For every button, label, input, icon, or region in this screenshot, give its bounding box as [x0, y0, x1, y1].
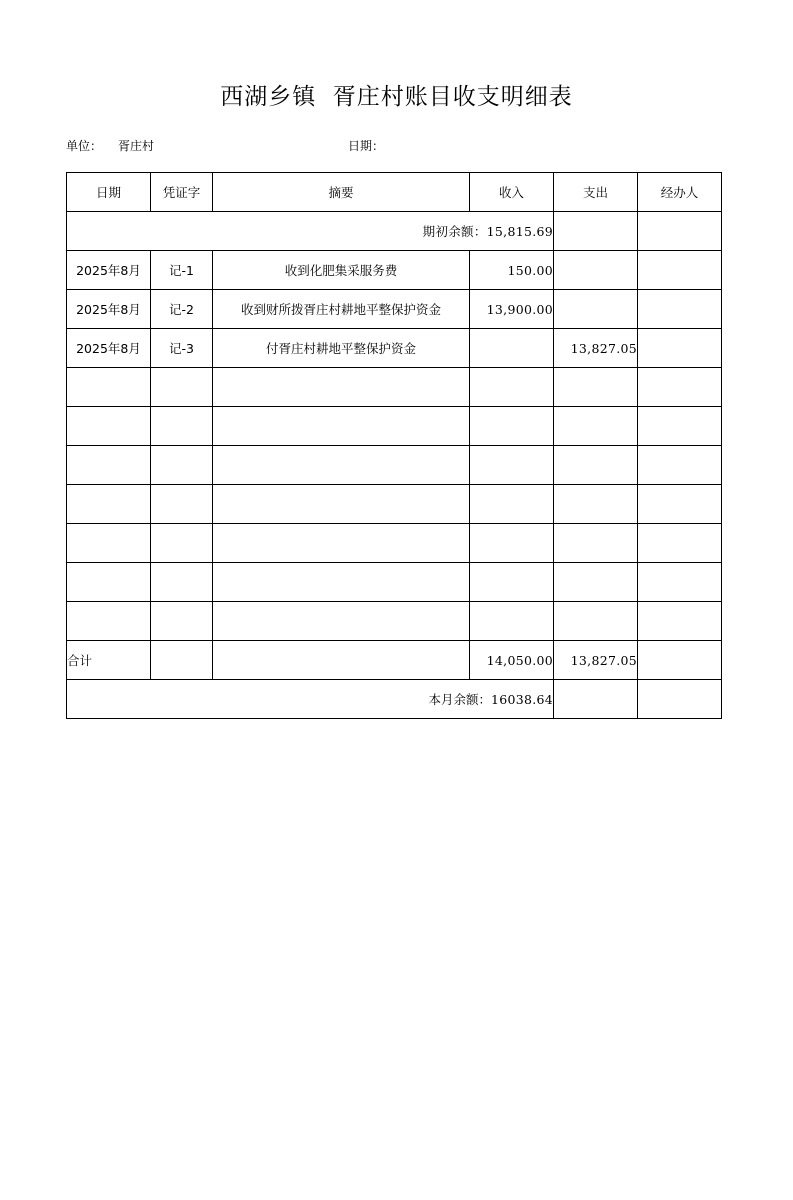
cell-expense — [554, 407, 638, 446]
cell-income: 13,900.00 — [470, 290, 554, 329]
table-row — [67, 485, 722, 524]
cell-date: 2025年8月 — [67, 290, 151, 329]
table-body — [67, 212, 722, 719]
cell-summary: 付胥庄村耕地平整保护资金 — [213, 329, 470, 368]
cell-date — [67, 485, 151, 524]
opening-balance-text — [67, 212, 554, 251]
closing-expense-cell — [554, 680, 638, 719]
closing-balance-label: 本月余额： — [428, 692, 491, 707]
table-row — [67, 290, 722, 329]
cell-expense — [554, 563, 638, 602]
cell-handler — [638, 407, 722, 446]
cell-date — [67, 368, 151, 407]
cell-summary — [213, 446, 470, 485]
cell-voucher — [151, 563, 213, 602]
cell-summary — [213, 407, 470, 446]
cell-income: 150.00 — [470, 251, 554, 290]
cell-income — [470, 563, 554, 602]
table-row — [67, 329, 722, 368]
table-header — [67, 173, 722, 212]
cell-handler — [638, 368, 722, 407]
cell-voucher — [151, 602, 213, 641]
opening-balance-value: 15,815.69 — [486, 224, 553, 239]
cell-voucher — [151, 446, 213, 485]
cell-expense — [554, 602, 638, 641]
opening-expense-cell — [554, 212, 638, 251]
cell-expense — [554, 446, 638, 485]
document-page — [0, 78, 793, 1200]
date-label: 日期： — [348, 139, 385, 153]
closing-balance-value: 16038.64 — [490, 692, 553, 707]
cell-summary — [213, 485, 470, 524]
cell-summary — [213, 524, 470, 563]
opening-balance-row — [67, 212, 722, 251]
cell-summary — [213, 368, 470, 407]
cell-voucher: 记-1 — [151, 251, 213, 290]
cell-voucher — [151, 485, 213, 524]
cell-expense — [554, 485, 638, 524]
cell-income — [470, 485, 554, 524]
total-handler — [638, 641, 722, 680]
cell-voucher — [151, 524, 213, 563]
total-income: 14,050.00 — [470, 641, 554, 680]
cell-voucher — [151, 368, 213, 407]
closing-balance-text — [67, 680, 554, 719]
column-header-date: 日期 — [67, 173, 151, 212]
table-row — [67, 524, 722, 563]
table-row — [67, 446, 722, 485]
table-row — [67, 563, 722, 602]
table-row — [67, 602, 722, 641]
cell-handler — [638, 446, 722, 485]
cell-income — [470, 602, 554, 641]
cell-voucher: 记-2 — [151, 290, 213, 329]
total-label: 合计 — [67, 641, 151, 680]
cell-summary: 收到化肥集采服务费 — [213, 251, 470, 290]
cell-income — [470, 407, 554, 446]
cell-income — [470, 329, 554, 368]
cell-handler — [638, 485, 722, 524]
cell-handler — [638, 251, 722, 290]
column-header-expense: 支出 — [554, 173, 638, 212]
unit-value: 胥庄村 — [118, 139, 155, 153]
column-header-income: 收入 — [470, 173, 554, 212]
ledger-table — [66, 172, 722, 719]
closing-handler-cell — [638, 680, 722, 719]
cell-income — [470, 368, 554, 407]
cell-income — [470, 446, 554, 485]
total-summary-cell — [213, 641, 470, 680]
cell-handler — [638, 563, 722, 602]
cell-summary — [213, 602, 470, 641]
closing-balance-row — [67, 680, 722, 719]
total-expense: 13,827.05 — [554, 641, 638, 680]
cell-expense — [554, 524, 638, 563]
total-voucher-cell — [151, 641, 213, 680]
cell-date — [67, 524, 151, 563]
column-header-voucher: 凭证字 — [151, 173, 213, 212]
cell-handler — [638, 290, 722, 329]
cell-expense — [554, 290, 638, 329]
column-header-handler: 经办人 — [638, 173, 722, 212]
cell-expense — [554, 368, 638, 407]
document-meta — [0, 137, 793, 154]
cell-voucher — [151, 407, 213, 446]
cell-handler — [638, 602, 722, 641]
opening-handler-cell — [638, 212, 722, 251]
page-title: 西湖乡镇 胥庄村账目收支明细表 — [220, 84, 573, 110]
cell-date — [67, 407, 151, 446]
total-row — [67, 641, 722, 680]
table-row — [67, 251, 722, 290]
cell-date: 2025年8月 — [67, 329, 151, 368]
table-row — [67, 407, 722, 446]
opening-balance-label: 期初余额： — [422, 224, 487, 239]
table-row — [67, 368, 722, 407]
cell-date — [67, 602, 151, 641]
cell-date: 2025年8月 — [67, 251, 151, 290]
unit-label: 单位： — [66, 139, 103, 153]
cell-income — [470, 524, 554, 563]
cell-summary — [213, 563, 470, 602]
cell-handler — [638, 524, 722, 563]
cell-handler — [638, 329, 722, 368]
cell-expense: 13,827.05 — [554, 329, 638, 368]
header-row — [67, 173, 722, 212]
cell-voucher: 记-3 — [151, 329, 213, 368]
cell-date — [67, 563, 151, 602]
cell-expense — [554, 251, 638, 290]
cell-summary: 收到财所拨胥庄村耕地平整保护资金 — [213, 290, 470, 329]
cell-date — [67, 446, 151, 485]
column-header-summary: 摘要 — [213, 173, 470, 212]
